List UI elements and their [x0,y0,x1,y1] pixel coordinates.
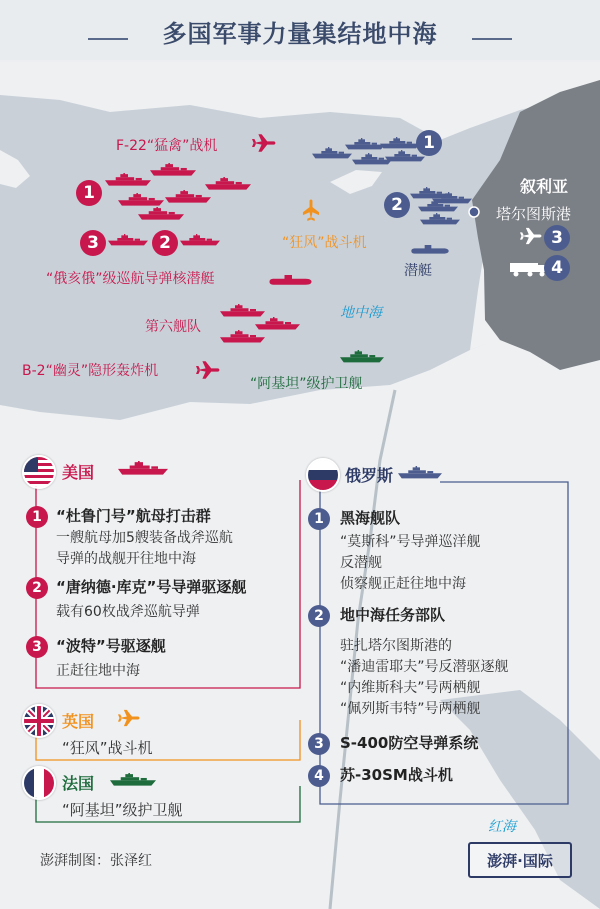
legend-ru-item-2-desc-3: “内维斯科夫”号两栖舰 [340,680,481,696]
legend-us-item-2-desc-1: 载有60枚战斧巡航导弹 [56,604,200,620]
legend-us-name: 美国 [62,463,95,482]
map-badge-us-2: 2 [152,230,178,256]
legend-ru-item-4-title: 苏-30SM战斗机 [340,766,453,784]
legend-us-item-1-title: “杜鲁门号”航母打击群 [56,507,211,525]
legend-ru-item-1-desc-1: “莫斯科”号导弹巡洋舰 [340,534,481,550]
legend-ru-badge-1: 1 [308,508,330,530]
map-badge-ru-1: 1 [416,130,442,156]
thepaper-logo [468,842,572,878]
legend-ru-item-2-desc-2: “潘迪雷耶夫”号反潜驱逐舰 [340,659,509,675]
legend-us-item-1-desc-1: 一艘航母加5艘装备战斧巡航 [56,530,233,546]
label-f22: F-22“猛禽”战机 [116,138,218,154]
flag-us-icon [22,455,56,489]
legend-ru-name: 俄罗斯 [345,466,394,485]
label-aquitaine: “阿基坦”级护卫舰 [250,376,363,392]
map-badge-us-3: 3 [80,230,106,256]
legend-uk-desc: “狂风”战斗机 [62,739,153,757]
label-ohio: “俄亥俄”级巡航导弹核潜艇 [46,271,215,287]
page-title: 多国军事力量集结地中海 [162,20,438,48]
legend-ru-badge-4: 4 [308,765,330,787]
legend-us-badge-1: 1 [26,506,48,528]
legend-ru-item-2-desc-1: 驻扎塔尔图斯港的 [340,638,452,654]
legend-us-badge-3: 3 [26,636,48,658]
label-mediterranean: 地中海 [340,305,382,321]
legend-uk-name: 英国 [62,712,95,731]
flag-uk-icon [22,704,56,738]
legend-ru-item-1-desc-3: 侦察舰正赶往地中海 [340,576,466,592]
label-tartus: 塔尔图斯港 [496,205,572,223]
label-sixth-fleet: 第六舰队 [145,319,201,335]
label-red-sea: 红海 [488,819,516,835]
label-syria: 叙利亚 [520,177,569,196]
map-badge-ru-4: 4 [544,255,570,281]
legend-ru-item-2-title: 地中海任务部队 [340,606,446,624]
legend-us-item-3-title: “波特”号驱逐舰 [56,637,166,655]
legend-ru-item-1-title: 黑海舰队 [340,509,401,527]
legend-us-item-2-title: “唐纳德·库克”号导弹驱逐舰 [56,578,247,596]
legend-us-item-1-desc-2: 导弹的战舰开往地中海 [56,551,196,567]
label-submarine: 潜艇 [404,263,432,279]
legend-ru-item-1-desc-2: 反潜舰 [340,555,382,571]
legend-fr-desc: “阿基坦”级护卫舰 [62,801,183,819]
logo-text: 澎湃·国际 [487,852,553,870]
legend-us-badge-2: 2 [26,577,48,599]
legend-fr-name: 法国 [62,774,95,793]
legend-ru-item-2-desc-4: “佩列斯韦特”号两栖舰 [340,701,481,717]
flag-fr-icon [22,766,56,800]
legend-us-item-3-desc-1: 正赶往地中海 [56,663,140,679]
legend-ru-badge-3: 3 [308,733,330,755]
flag-ru-icon [306,458,340,492]
map-badge-us-1: 1 [76,180,102,206]
legend-ru-item-3-title: S-400防空导弹系统 [340,734,479,752]
map-badge-ru-3: 3 [544,225,570,251]
legend-ru-badge-2: 2 [308,605,330,627]
map-badge-ru-2: 2 [384,192,410,218]
label-tornado: “狂风”战斗机 [282,235,367,251]
label-b2: B-2“幽灵”隐形轰炸机 [22,363,159,379]
credit-text: 澎湃制图：张泽红 [40,853,152,869]
